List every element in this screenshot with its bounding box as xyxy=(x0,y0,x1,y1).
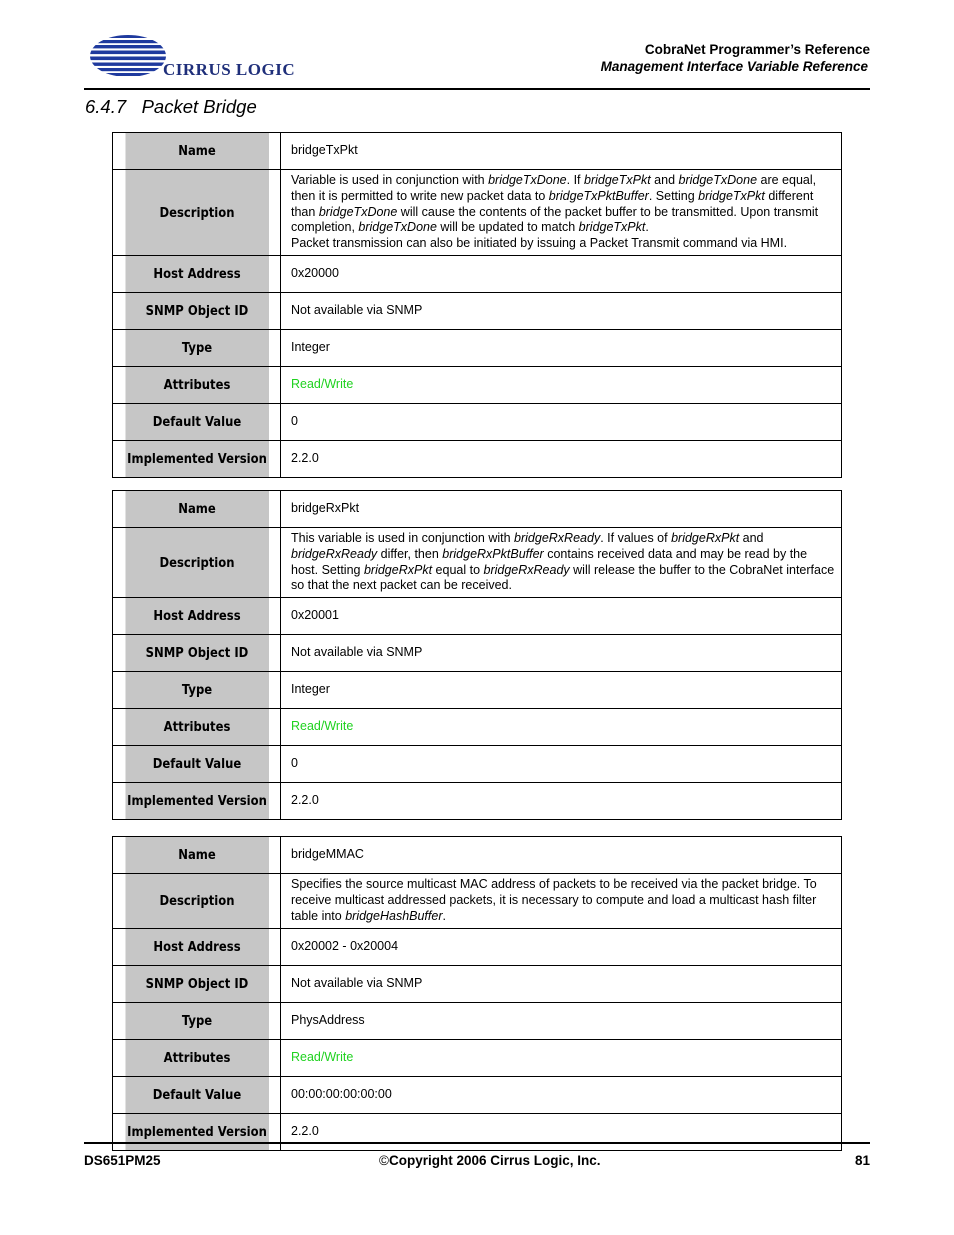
table-row xyxy=(113,441,842,478)
table-row xyxy=(113,491,842,528)
variable-reference: bridgeTxDone xyxy=(358,220,437,235)
label-description: Description xyxy=(158,893,235,909)
value-name: bridgeTxPkt xyxy=(281,133,842,170)
label-snmp-object-id: SNMP Object ID xyxy=(145,645,248,661)
value-snmp-object-id: Not available via SNMP xyxy=(281,635,842,672)
table-row xyxy=(113,1040,842,1077)
label-snmp-object-id: SNMP Object ID xyxy=(145,976,248,992)
variable-reference: bridgeRxReady xyxy=(483,562,570,577)
description-text: Variable is used in conjunction with xyxy=(291,173,489,188)
description-text: and xyxy=(650,173,679,188)
table-row xyxy=(113,635,842,672)
label-snmp-object-id: SNMP Object ID xyxy=(145,303,248,319)
value-type: PhysAddress xyxy=(281,1003,842,1040)
description-text: are equal, then it is permitted to write new packet data to xyxy=(291,173,817,203)
value-attributes: Read/Write xyxy=(281,1040,842,1077)
table-row xyxy=(113,1114,842,1151)
value-snmp-object-id: Not available via SNMP xyxy=(281,293,842,330)
label-default-value: Default Value xyxy=(152,756,241,772)
description-text: Specifies the source multicast MAC address of packets to be received via the packet bridge. To receive multicast addressed packets, it is necessary to compute and load a multicast hash filter table into xyxy=(291,877,817,923)
value-host-address: 0x20001 xyxy=(281,598,842,635)
table-row xyxy=(113,874,842,929)
table-row xyxy=(113,256,842,293)
value-implemented-version: 2.2.0 xyxy=(281,1114,842,1151)
value-default-value: 00:00:00:00:00:00 xyxy=(281,1077,842,1114)
description-text: . Setting xyxy=(648,188,699,203)
label-implemented-version: Implemented Version xyxy=(126,451,267,467)
table-row xyxy=(113,929,842,966)
label-type: Type xyxy=(181,1013,212,1029)
variable-reference: bridgeRxReady xyxy=(291,546,378,561)
variable-reference: bridgeTxPkt xyxy=(698,188,765,203)
variable-reference: bridgeRxPkt xyxy=(363,562,433,577)
table-row xyxy=(113,672,842,709)
description-text: different than xyxy=(291,188,814,219)
value-host-address: 0x20002 - 0x20004 xyxy=(281,929,842,966)
value-snmp-object-id: Not available via SNMP xyxy=(281,966,842,1003)
value-implemented-version: 2.2.0 xyxy=(281,783,842,820)
table-row xyxy=(113,746,842,783)
description-paragraph xyxy=(291,236,835,252)
footer-copyright xyxy=(379,1153,601,1168)
value-name: bridgeMMAC xyxy=(281,837,842,874)
label-host-address: Host Address xyxy=(152,939,241,955)
variable-table-bridgeTxPkt xyxy=(112,132,842,478)
label-implemented-version: Implemented Version xyxy=(126,793,267,809)
table-row xyxy=(113,404,842,441)
copyright-symbol: © xyxy=(379,1153,389,1168)
value-type: Integer xyxy=(281,330,842,367)
table-row xyxy=(113,837,842,874)
variable-reference: bridgeTxPkt xyxy=(578,220,646,235)
document-subtitle: Management Interface Variable Reference xyxy=(600,59,868,74)
label-default-value: Default Value xyxy=(152,414,241,430)
section-title: Packet Bridge xyxy=(141,96,257,117)
value-default-value: 0 xyxy=(281,746,842,783)
table-row xyxy=(113,598,842,635)
value-name: bridgeRxPkt xyxy=(281,491,842,528)
section-number: 6.4.7 xyxy=(85,96,127,117)
value-description xyxy=(281,170,842,256)
document-title: CobraNet Programmer’s Reference xyxy=(644,42,870,57)
variable-table-bridgeRxPkt xyxy=(112,490,842,820)
label-description: Description xyxy=(158,554,235,571)
variable-reference: bridgeTxDone xyxy=(678,173,758,188)
table-row xyxy=(113,1003,842,1040)
footer-page-number: 81 xyxy=(854,1153,870,1168)
description-text: This variable is used in conjunction with xyxy=(291,531,515,546)
variable-reference: bridgeRxPkt xyxy=(671,531,740,546)
value-host-address: 0x20000 xyxy=(281,256,842,293)
value-attributes: Read/Write xyxy=(281,709,842,746)
label-description: Description xyxy=(158,204,235,221)
value-type: Integer xyxy=(281,672,842,709)
description-text: . xyxy=(645,220,649,235)
description-text: will be updated to match xyxy=(436,220,579,235)
variable-reference: bridgeTxPkt xyxy=(584,173,651,188)
footer-doc-id: DS651PM25 xyxy=(84,1153,161,1168)
variable-reference: bridgeRxReady xyxy=(514,531,601,546)
logo-globe-icon xyxy=(84,34,168,82)
description-paragraph xyxy=(291,877,835,924)
label-attributes: Attributes xyxy=(163,1050,230,1066)
variable-reference: bridgeTxDone xyxy=(488,173,567,188)
section-heading xyxy=(85,96,257,118)
description-paragraph xyxy=(291,531,835,594)
description-text: contains received data and may be read by the host. Setting xyxy=(291,546,808,577)
description-paragraph xyxy=(291,173,835,236)
description-text: equal to xyxy=(432,562,484,577)
table-row xyxy=(113,330,842,367)
logo-wordmark: CIRRUS LOGIC xyxy=(163,60,296,79)
description-text: will release the buffer to the CobraNet interface so that the next packet can be received. xyxy=(291,562,835,593)
footer-rule xyxy=(84,1142,870,1144)
value-default-value: 0 xyxy=(281,404,842,441)
variable-reference: bridgeTxDone xyxy=(318,204,398,219)
table-row xyxy=(113,966,842,1003)
value-implemented-version: 2.2.0 xyxy=(281,441,842,478)
description-text: . If xyxy=(566,173,584,188)
variable-reference: bridgeTxPktBuffer xyxy=(548,188,649,203)
label-type: Type xyxy=(181,682,212,698)
table-row xyxy=(113,709,842,746)
table-row xyxy=(113,367,842,404)
label-name: Name xyxy=(177,501,216,517)
table-row xyxy=(113,293,842,330)
table-row xyxy=(113,170,842,256)
variable-table-bridgeMMAC xyxy=(112,836,842,1151)
table-row xyxy=(113,1077,842,1114)
table-row xyxy=(113,528,842,598)
description-text: Packet transmission can also be initiated by issuing a Packet Transmit command via HMI. xyxy=(291,236,788,251)
variable-reference: bridgeRxPktBuffer xyxy=(442,546,544,561)
label-name: Name xyxy=(177,847,216,863)
description-text: differ, then xyxy=(377,546,443,561)
description-text: will cause the contents of the packet buffer to be transmitted. Upon transmit completion, xyxy=(291,204,819,235)
label-implemented-version: Implemented Version xyxy=(126,1124,267,1140)
label-attributes: Attributes xyxy=(163,377,230,393)
description-text: and xyxy=(739,531,764,546)
label-type: Type xyxy=(181,340,212,356)
label-host-address: Host Address xyxy=(152,608,241,624)
description-text: . xyxy=(442,908,446,923)
table-row xyxy=(113,783,842,820)
variable-reference: bridgeHashBuffer xyxy=(345,908,443,923)
value-attributes: Read/Write xyxy=(281,367,842,404)
label-host-address: Host Address xyxy=(152,266,241,282)
label-attributes: Attributes xyxy=(163,719,230,735)
running-header xyxy=(601,41,870,75)
copyright-text: Copyright 2006 Cirrus Logic, Inc. xyxy=(388,1153,601,1168)
description-text: . If values of xyxy=(600,531,672,546)
value-description xyxy=(281,528,842,598)
table-row xyxy=(113,133,842,170)
label-name: Name xyxy=(177,143,216,159)
label-default-value: Default Value xyxy=(152,1087,241,1103)
header-rule xyxy=(84,88,870,90)
value-description xyxy=(281,874,842,929)
